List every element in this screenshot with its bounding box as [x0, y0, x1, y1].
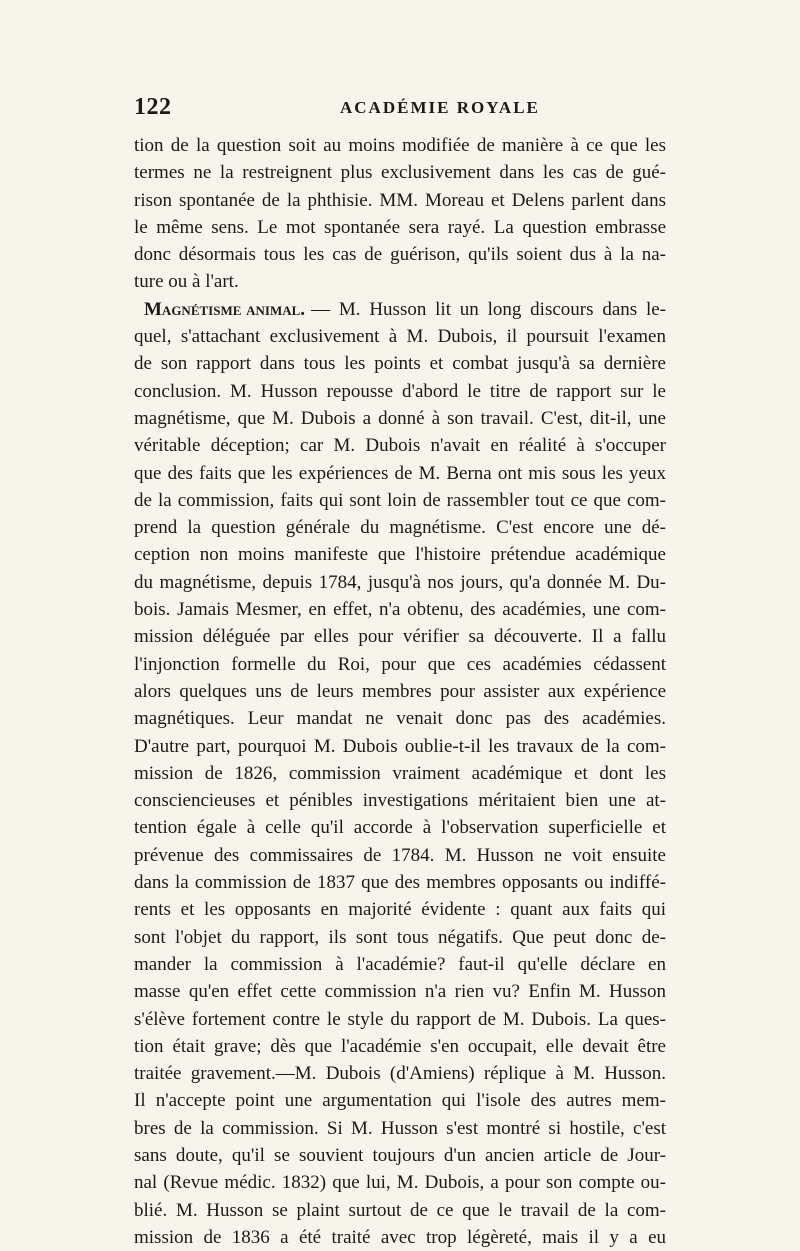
body-text — [134, 132, 666, 1251]
page-header — [134, 94, 670, 128]
text-line: mander la commission à l'académie? faut-il qu'elle déclare en — [134, 953, 666, 975]
text-line: ception non moins manifeste que l'histoire prétendue académique — [134, 544, 666, 566]
text-line: dans la commission de 1837 que des membres opposants ou indiffé- — [134, 872, 666, 894]
text-line: Il n'accepte point une argumentation qui l'isole des autres mem- — [134, 1090, 666, 1112]
text-line: tention égale à celle qu'il accorde à l'observation superficielle et — [134, 817, 666, 839]
text-line: prévenue des commissaires de 1784. M. Husson ne voit ensuite — [134, 844, 666, 866]
text-line: D'autre part, pourquoi M. Dubois oublie-t-il les travaux de la com- — [134, 735, 666, 757]
text-line: du magnétisme, depuis 1784, jusqu'à nos jours, qu'a donnée M. Du- — [134, 571, 666, 593]
text-line: termes ne la restreignent plus exclusivement dans les cas de gué- — [134, 162, 666, 184]
text-line: consciencieuses et pénibles investigations méritaient bien une at- — [134, 790, 666, 812]
text-line: que des faits que les expériences de M. Berna ont mis sous les yeux — [134, 462, 666, 484]
text-line: bois. Jamais Mesmer, en effet, n'a obtenu, des académies, une com- — [134, 599, 666, 621]
text-line: magnétisme, que M. Dubois a donné à son travail. C'est, dit-il, une — [134, 407, 666, 429]
text-line: bres de la commission. Si M. Husson s'est montré si hostile, c'est — [134, 1117, 666, 1139]
running-head: ACADÉMIE ROYALE — [340, 98, 540, 117]
text-line: blié. M. Husson se plaint surtout de ce que le travail de la com- — [134, 1199, 666, 1221]
text-line: magnétiques. Leur mandat ne venait donc pas des académies. — [134, 708, 666, 730]
text-line: alors quelques uns de leurs membres pour assister aux expérience — [134, 680, 666, 702]
text-line: de son rapport dans tous les points et combat jusqu'à sa dernière — [134, 353, 666, 375]
text-line: le même sens. Le mot spontanée sera rayé. La question embrasse — [134, 216, 666, 238]
text-line: sont l'objet du rapport, ils sont tous négatifs. Que peut donc de- — [134, 926, 666, 948]
text-line: véritable déception; car M. Dubois n'avait en réalité à s'occuper — [134, 435, 666, 457]
text-line: rents et les opposants en majorité évidente : quant aux faits qui — [134, 899, 666, 921]
text-line: ture ou à l'art. — [134, 271, 239, 293]
text-line: mission de 1836 a été traité avec trop légèreté, mais il y a eu — [134, 1226, 666, 1248]
text-line: nal (Revue médic. 1832) que lui, M. Dubois, a pour son compte ou- — [134, 1172, 666, 1194]
text-line: tion était grave; dès que l'académie s'en occupait, elle devait être — [134, 1035, 666, 1057]
text-line: masse qu'en effet cette commission n'a rien vu? Enfin M. Husson — [134, 981, 666, 1003]
text-line: l'injonction formelle du Roi, pour que ces académies cédassent — [134, 653, 666, 675]
text-line: tion de la question soit au moins modifiée de manière à ce que les — [134, 135, 666, 156]
text-line: quel, s'attachant exclusivement à M. Dubois, il poursuit l'examen — [134, 326, 666, 348]
text-line: mission de 1826, commission vraiment académique et dont les — [134, 762, 666, 784]
text-line: s'élève fortement contre le style du rapport de M. Dubois. La ques- — [134, 1008, 666, 1030]
page-number: 122 — [134, 94, 172, 120]
text-line: de la commission, faits qui sont loin de rassembler tout ce que com- — [134, 489, 666, 511]
section-opening-line — [134, 296, 666, 323]
text-line: prend la question générale du magnétisme. C'est encore une dé- — [134, 517, 666, 539]
text-line: traitée gravement.—M. Dubois (d'Amiens) réplique à M. Husson. — [134, 1063, 666, 1085]
text-line: rison spontanée de la phthisie. MM. Moreau et Delens parlent dans — [134, 189, 666, 211]
text-line: conclusion. M. Husson repousse d'abord le titre de rapport sur le — [134, 380, 666, 402]
text-line: sans doute, qu'il se souvient toujours d'un ancien article de Jour- — [134, 1144, 666, 1166]
text-line: donc désormais tous les cas de guérison, qu'ils soient dus à la na- — [134, 244, 666, 266]
section-heading: Magnétisme animal. — [144, 298, 306, 320]
text-line: — M. Husson lit un long discours dans le- — [311, 298, 666, 320]
text-line: mission déléguée par elles pour vérifier sa découverte. Il a fallu — [134, 626, 666, 648]
